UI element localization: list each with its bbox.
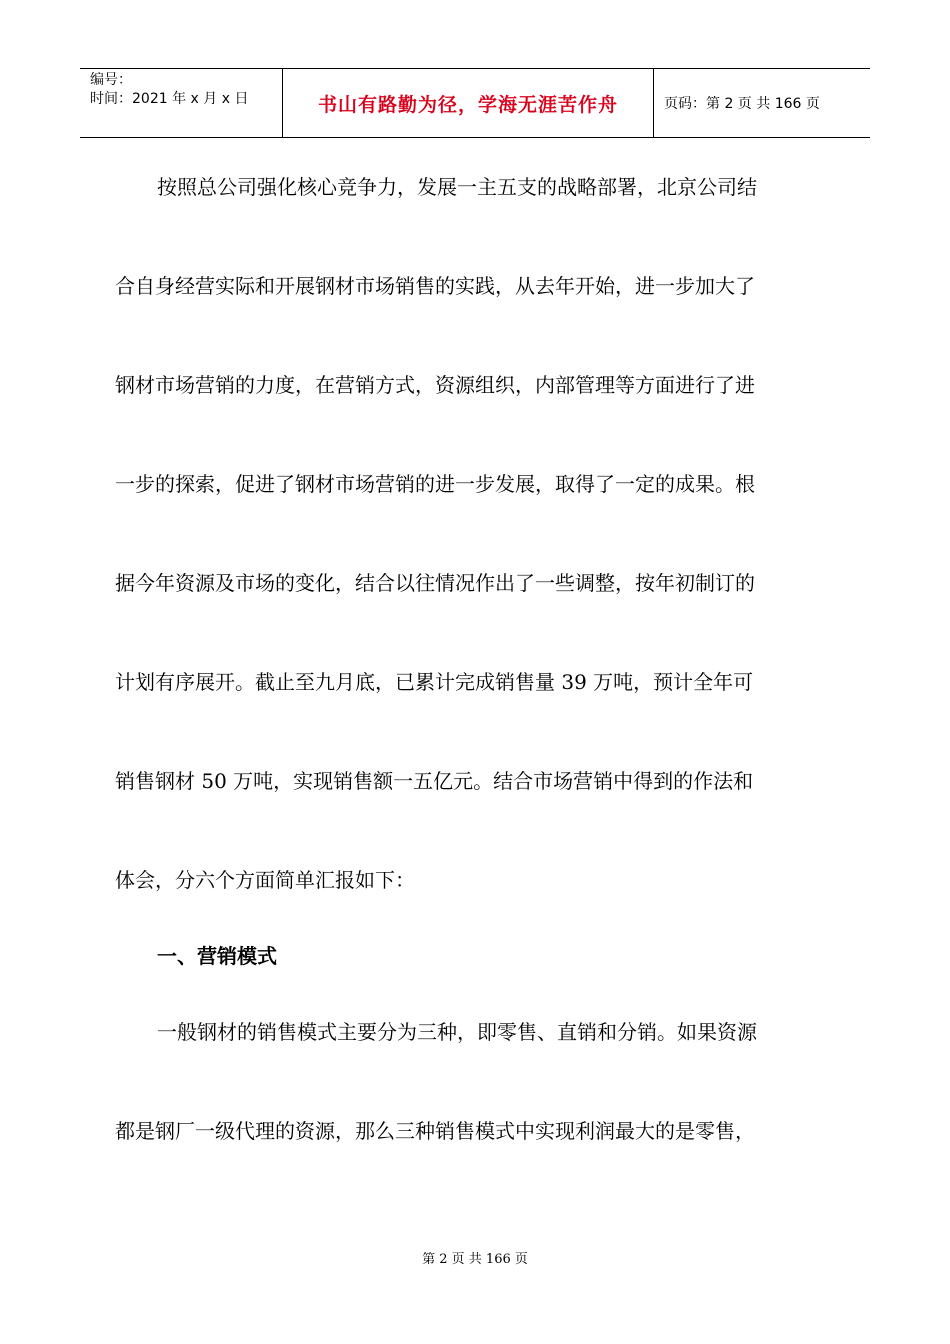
body-line-5: 据今年资源及市场的变化，结合以往情况作出了一些调整，按年初制订的 [115,571,755,595]
section-heading: 一、营销模式 [157,944,277,968]
time-label: 时间：2021 年 x 月 x 日 [90,91,249,107]
body-line-8: 体会，分六个方面简单汇报如下： [115,868,415,892]
body-line-1: 按照总公司强化核心竞争力，发展一主五支的战略部署，北京公司结 [157,175,757,199]
body-line-2: 合自身经营实际和开展钢材市场销售的实践，从去年开始，进一步加大了 [115,274,755,298]
body-line-7: 销售钢材 50 万吨，实现销售额一五亿元。结合市场营销中得到的作法和 [115,769,754,793]
page-footer: 第 2 页 共 166 页 [422,1252,528,1267]
body-line-10: 都是钢厂一级代理的资源，那么三种销售模式中实现利润最大的是零售， [115,1119,755,1143]
body-line-3: 钢材市场营销的力度，在营销方式，资源组织，内部管理等方面进行了进 [115,373,755,397]
header-left-cell [80,69,282,137]
body-line-4: 一步的探索，促进了钢材市场营销的进一步发展，取得了一定的成果。根 [115,472,755,496]
body-line-9: 一般钢材的销售模式主要分为三种，即零售、直销和分销。如果资源 [157,1020,757,1044]
motto: 书山有路勤为径，学海无涯苦作舟 [317,93,618,116]
page-info: 页码：第 2 页 共 166 页 [664,96,820,112]
header-table [80,68,870,138]
number-label: 编号： [90,72,132,88]
header-page-cell [654,69,870,137]
header-motto-cell [282,69,654,137]
body-line-6: 计划有序展开。截止至九月底，已累计完成销售量 39 万吨，预计全年可 [115,670,754,694]
